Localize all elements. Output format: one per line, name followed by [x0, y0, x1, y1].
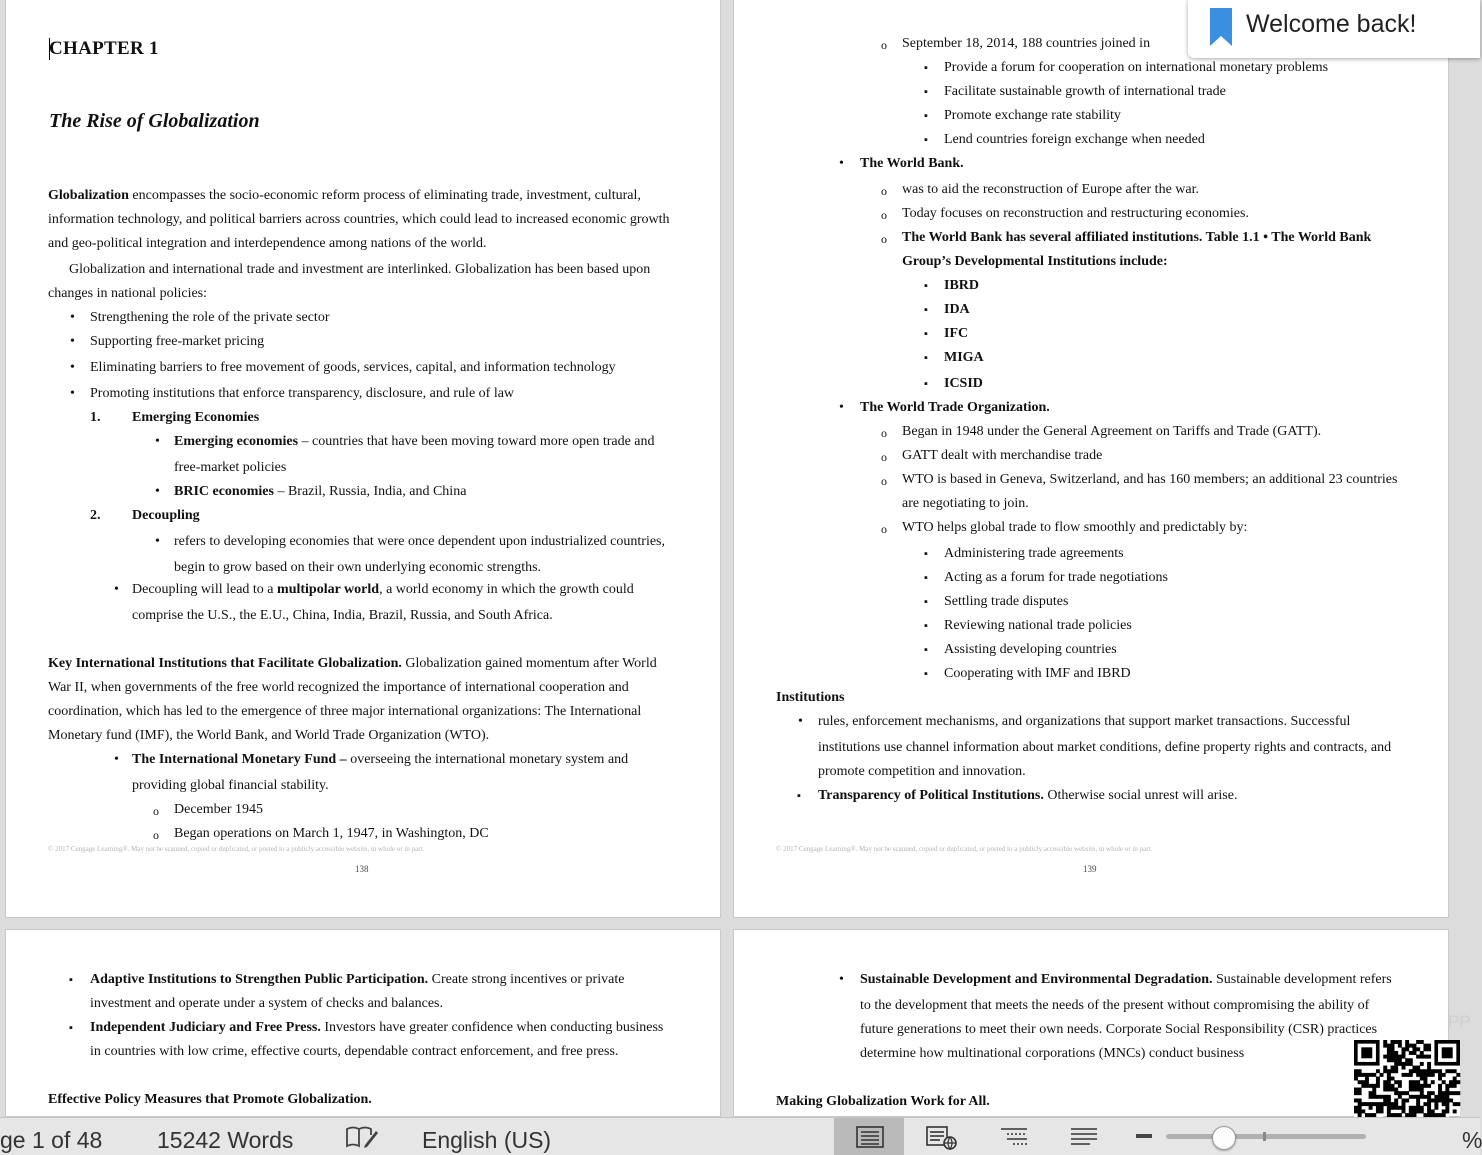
text-run: free-market policies [174, 460, 287, 475]
text-run: overseeing the international monetary system and [346, 752, 629, 767]
text-run: Facilitate sustainable growth of international trade [944, 84, 1226, 99]
text-run: Today focuses on reconstruction and restructuring economies. [902, 206, 1249, 221]
text-line [944, 570, 1168, 586]
bullet-glyph: ▪ [924, 352, 928, 364]
bullet-glyph: • [114, 752, 119, 767]
document-page-140[interactable] [6, 930, 720, 1116]
bold-run: Transparency of Political Institutions. [818, 788, 1044, 803]
text-line [174, 484, 466, 500]
text-line [944, 546, 1124, 562]
bold-run: IBRD [944, 278, 980, 293]
web-layout-icon [926, 1126, 960, 1150]
outline-view-button[interactable] [978, 1118, 1048, 1155]
document-page-139[interactable] [734, 0, 1448, 917]
web-layout-view-button[interactable] [904, 1118, 974, 1155]
bullet-glyph: ▪ [924, 280, 928, 292]
bold-run: Emerging Economies [132, 410, 260, 425]
text-run: Supporting free-market pricing [90, 334, 265, 349]
bold-run: Sustainable Development and Environmental Degradation. [860, 972, 1213, 987]
bullet-glyph: o [881, 450, 887, 464]
bullet-glyph: ▪ [924, 110, 928, 122]
text-run: Otherwise social unrest will arise. [1043, 788, 1238, 803]
text-line [902, 472, 1397, 488]
print-layout-view-button[interactable] [834, 1118, 904, 1155]
text-line [944, 302, 970, 318]
text-run: Decoupling will lead to a [132, 582, 278, 597]
list-number: 2. [90, 508, 101, 523]
text-line [944, 60, 1328, 76]
text-run: Sustainable development refers [1212, 972, 1392, 987]
text-run: rules, enforcement mechanisms, and organizations that support market transactions. Successful [818, 714, 1351, 729]
print-layout-icon [856, 1126, 884, 1148]
text-line [174, 434, 655, 450]
text-line [174, 560, 541, 576]
bold-run: Emerging economies [174, 434, 299, 449]
text-line [90, 360, 616, 376]
text-run: comprise the U.S., the E.U., China, India, Brazil, Russia, and South Africa. [132, 608, 553, 623]
text-line [90, 972, 624, 988]
text-line [944, 278, 979, 294]
bold-run: Adaptive Institutions to Strengthen Public Participation. [90, 972, 429, 987]
bullet-glyph: • [155, 484, 160, 499]
text-run: Provide a forum for cooperation on international monetary problems [944, 60, 1329, 75]
bullet-glyph: o [153, 804, 159, 818]
bullet-glyph: ▪ [69, 1022, 73, 1034]
text-line [944, 350, 984, 366]
text-run: are negotiating to join. [902, 496, 1029, 511]
bullet-glyph: o [153, 828, 159, 842]
text-run: Administering trade agreements [944, 546, 1124, 561]
copyright-footer: © 2017 Cengage Learning®. May not be scanned, copied or duplicated, or posted to a publicly accessible website, in whole or in part. [48, 845, 425, 853]
welcome-notification[interactable] [1188, 0, 1480, 58]
text-line [860, 1022, 1377, 1038]
bullet-glyph: ▪ [924, 644, 928, 656]
text-line [944, 642, 1117, 658]
bullet-glyph: o [881, 232, 887, 246]
text-line [132, 752, 628, 768]
chapter-title: The Rise of Globalization [49, 110, 260, 132]
text-run: to the development that meets the needs of the present without compromising the ability of [860, 998, 1370, 1013]
bullet-glyph: • [155, 434, 160, 449]
text-line [944, 326, 968, 342]
text-line [90, 310, 329, 326]
text-run: Strengthening the role of the private sector [90, 310, 330, 325]
text-run: Globalization and international trade and investment are interlinked. Globalization has been based upon [69, 262, 651, 277]
text-run: coordination, which has led to the emergence of three major international organizations: The International [48, 704, 642, 719]
text-line [860, 998, 1369, 1014]
text-line [944, 108, 1121, 124]
text-run: and geo-political integration and interdependence among nations of the world. [48, 236, 487, 251]
text-line [48, 680, 629, 696]
text-run: encompasses the socio-economic reform process of eliminating trade, investment, cultural, [128, 188, 641, 203]
text-run: WTO helps global trade to flow smoothly and predictably by: [902, 520, 1248, 535]
document-page-138[interactable] [6, 0, 720, 917]
bullet-glyph: o [881, 184, 887, 198]
text-line [132, 778, 329, 794]
text-run: Promoting institutions that enforce transparency, disclosure, and rule of law [90, 386, 515, 401]
text-line [902, 230, 1371, 246]
language[interactable]: English (US) [422, 1127, 552, 1153]
bullet-glyph: • [155, 534, 160, 549]
page-number: 138 [355, 864, 369, 874]
text-line [132, 582, 634, 598]
bullet-glyph: • [70, 334, 75, 349]
chapter-heading: CHAPTER 1 [49, 38, 159, 59]
bold-run: Key International Institutions that Facilitate Globalization. [48, 656, 402, 671]
bullet-glyph: ▪ [924, 134, 928, 146]
text-run: December 1945 [174, 802, 264, 817]
draft-icon [1070, 1126, 1100, 1148]
text-line [48, 656, 657, 672]
bullet-glyph: o [881, 38, 887, 52]
text-line [48, 236, 487, 252]
text-run: investment and operate under a system of checks and balances. [90, 996, 443, 1011]
text-run: Began in 1948 under the General Agreement on Tariffs and Trade (GATT). [902, 424, 1322, 439]
page-number: 139 [1083, 864, 1097, 874]
text-line [132, 608, 553, 624]
text-line [48, 188, 641, 204]
bullet-glyph: ▪ [69, 974, 73, 986]
bullet-glyph: ▪ [924, 668, 928, 680]
bullet-glyph: ▪ [924, 328, 928, 340]
text-line [944, 594, 1068, 610]
text-line [944, 618, 1132, 634]
text-line [48, 1092, 372, 1108]
text-line [860, 1046, 1244, 1062]
bold-run: Effective Policy Measures that Promote Globalization. [48, 1092, 372, 1107]
text-line [90, 1020, 663, 1036]
text-line [174, 826, 489, 842]
text-line [776, 1094, 990, 1110]
bold-run: MIGA [944, 350, 984, 365]
text-line [902, 520, 1247, 536]
bullet-glyph: • [114, 582, 119, 597]
text-run: War II, when governments of the free world recognized the importance of international cooperation and [48, 680, 629, 695]
text-line [90, 1044, 618, 1060]
bullet-glyph: • [839, 972, 844, 987]
notification-title: Welcome back! [1246, 10, 1417, 38]
bold-run: Making Globalization Work for All. [776, 1094, 990, 1109]
ghost-text: PP [1448, 1012, 1471, 1031]
text-line [90, 334, 264, 350]
bullet-glyph: ▪ [924, 62, 928, 74]
text-run: Globalization gained momentum after World [401, 656, 657, 671]
text-run: Eliminating barriers to free movement of goods, services, capital, and information technology [90, 360, 616, 375]
bullet-glyph: ▪ [924, 596, 928, 608]
bullet-glyph: o [881, 426, 887, 440]
copyright-footer: © 2017 Cengage Learning®. May not be scanned, copied or duplicated, or posted to a publicly accessible website, in whole or in part. [776, 845, 1153, 853]
bullet-glyph: ▪ [924, 548, 928, 560]
text-line [174, 802, 263, 818]
text-line [132, 508, 200, 524]
zoom-slider[interactable] [1166, 1134, 1366, 1139]
text-line [860, 972, 1392, 988]
text-run: determine how multinational corporations (MNCs) conduct business [860, 1046, 1245, 1061]
zoom-slider-center-tick [1263, 1132, 1266, 1141]
bullet-glyph: • [70, 310, 75, 325]
bold-run: BRIC economies [174, 484, 274, 499]
text-run: refers to developing economies that were once dependent upon industrialized countries, [174, 534, 665, 549]
text-run: – Brazil, Russia, India, and China [273, 484, 467, 499]
text-run: Lend countries foreign exchange when needed [944, 132, 1205, 147]
bold-run: multipolar world [277, 582, 380, 597]
text-line [902, 448, 1102, 464]
text-run: was to aid the reconstruction of Europe after the war. [902, 182, 1200, 197]
page-info[interactable]: ge 1 of 48 [0, 1127, 103, 1153]
text-line [776, 690, 844, 706]
bold-run: Decoupling [132, 508, 200, 523]
bullet-glyph: • [798, 714, 803, 729]
text-run: Promote exchange rate stability [944, 108, 1121, 123]
text-line [48, 286, 207, 302]
text-line [818, 740, 1391, 756]
text-run: future generations to meet their own needs. Corporate Social Responsibility (CSR) practices [860, 1022, 1378, 1037]
bullet-glyph: o [881, 474, 887, 488]
text-line [48, 212, 670, 228]
text-run: Create strong incentives or private [428, 972, 625, 987]
text-line [902, 182, 1199, 198]
text-line [902, 496, 1029, 512]
bold-run: The World Bank. [860, 156, 964, 171]
text-run: information technology, and political barriers across countries, which could lead to increased economic growth [48, 212, 670, 227]
text-run: Investors have greater confidence when conducting business [320, 1020, 664, 1035]
bullet-glyph: o [881, 522, 887, 536]
text-run: begin to grow based on their own underlying economic strengths. [174, 560, 542, 575]
text-line [90, 996, 443, 1012]
bold-run: IFC [944, 326, 969, 341]
text-run: Cooperating with IMF and IBRD [944, 666, 1131, 681]
zoom-out-icon[interactable] [1136, 1134, 1152, 1138]
text-line [818, 714, 1350, 730]
text-line [902, 36, 1150, 52]
outline-icon [1000, 1126, 1030, 1148]
text-line [90, 386, 514, 402]
text-line [69, 262, 650, 278]
bold-run: Institutions [776, 690, 845, 705]
bullet-glyph: ▪ [924, 304, 928, 316]
bold-run: ICSID [944, 376, 983, 391]
bold-run: The World Bank has several affiliated institutions. Table 1.1 • The World Bank [902, 230, 1372, 245]
text-run: Acting as a forum for trade negotiations [944, 570, 1168, 585]
bullet-glyph: • [70, 386, 75, 401]
text-line [174, 534, 665, 550]
text-run: , a world economy in which the growth could [379, 582, 634, 597]
text-run: WTO is based in Geneva, Switzerland, and has 160 members; an additional 23 countries [902, 472, 1398, 487]
bullet-glyph: ▪ [924, 620, 928, 632]
bullet-glyph: ▪ [924, 572, 928, 584]
text-run: Monetary fund (IMF), the World Bank, and World Trade Organization (WTO). [48, 728, 490, 743]
text-line [902, 424, 1321, 440]
bullet-glyph: ▪ [924, 86, 928, 98]
proofing-icon[interactable] [345, 1125, 379, 1154]
text-run: promote competition and innovation. [818, 764, 1026, 779]
zoom-percent[interactable]: % [1462, 1127, 1482, 1153]
text-line [944, 376, 983, 392]
text-line [944, 132, 1205, 148]
status-bar [0, 1117, 1480, 1155]
text-run: in countries with low crime, effective courts, dependable contract enforcement, and free press. [90, 1044, 619, 1059]
text-line [48, 704, 641, 720]
text-run: Settling trade disputes [944, 594, 1069, 609]
zoom-slider-thumb[interactable] [1212, 1126, 1236, 1150]
bullet-glyph: ▪ [924, 378, 928, 390]
bullet-glyph: o [881, 208, 887, 222]
bold-run: Group’s Developmental Institutions include: [902, 254, 1168, 269]
bold-run: The International Monetary Fund – [132, 752, 347, 767]
list-number: 1. [90, 410, 101, 425]
bold-run: The World Trade Organization. [860, 400, 1050, 415]
text-line [944, 84, 1226, 100]
text-run: institutions use channel information about market conditions, define property rights and contracts, and [818, 740, 1392, 755]
bold-run: Independent Judiciary and Free Press. [90, 1020, 321, 1035]
document-page-141[interactable] [734, 930, 1448, 1116]
word-count[interactable]: 15242 Words [157, 1127, 294, 1153]
text-run: Began operations on March 1, 1947, in Washington, DC [174, 826, 489, 841]
bullet-glyph: • [70, 360, 75, 375]
text-run: – countries that have been moving toward more open trade and [298, 434, 655, 449]
bold-run: IDA [944, 302, 970, 317]
text-line [902, 254, 1168, 270]
draft-view-button[interactable] [1048, 1118, 1118, 1155]
bullet-glyph: ▪ [797, 790, 801, 802]
text-run: Assisting developing countries [944, 642, 1117, 657]
text-line [174, 460, 286, 476]
bullet-glyph: • [839, 400, 844, 415]
text-run: September 18, 2014, 188 countries joined in [902, 36, 1151, 51]
bookmark-icon [1210, 8, 1232, 51]
text-run: GATT dealt with merchandise trade [902, 448, 1103, 463]
text-line [902, 206, 1249, 222]
text-line [860, 400, 1050, 416]
text-run: providing global financial stability. [132, 778, 329, 793]
text-line [818, 764, 1026, 780]
bold-run: Globalization [48, 188, 129, 203]
text-line [132, 410, 259, 426]
text-line [860, 156, 964, 172]
text-line [944, 666, 1131, 682]
text-line [48, 728, 489, 744]
text-run: Reviewing national trade policies [944, 618, 1132, 633]
text-run: changes in national policies: [48, 286, 208, 301]
text-line [818, 788, 1237, 804]
bullet-glyph: • [839, 156, 844, 171]
